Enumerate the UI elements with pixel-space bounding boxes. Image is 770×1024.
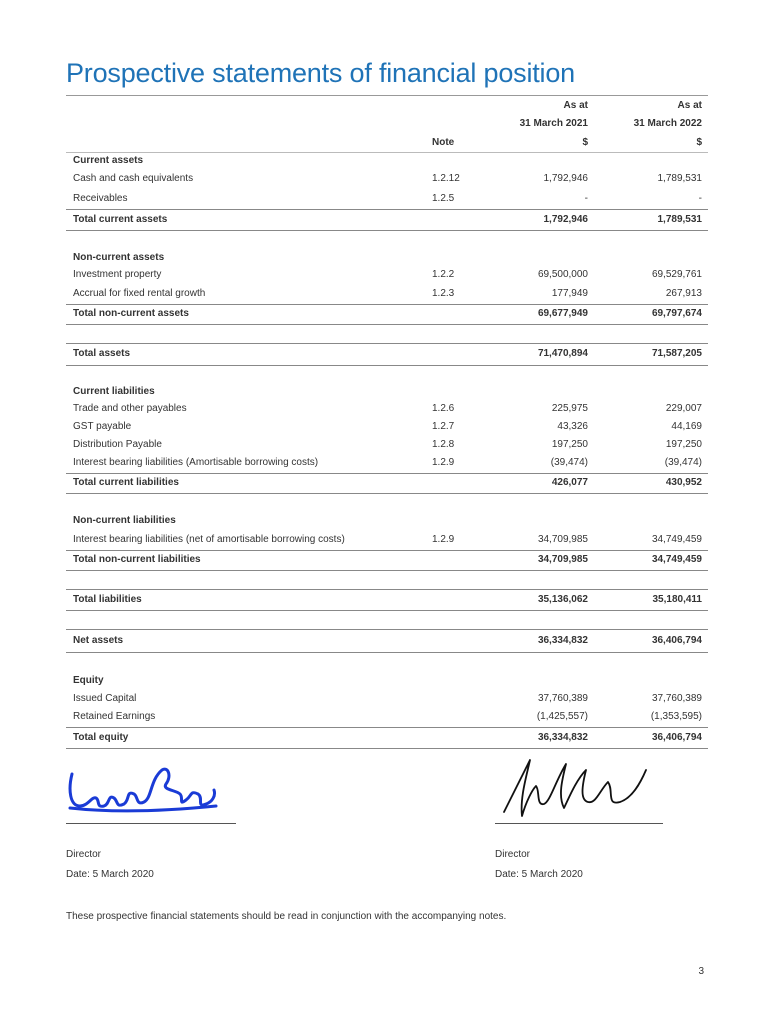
divider [66,570,708,571]
table-row [66,418,708,436]
page-number: 3 [698,966,704,977]
row-note: 1.2.12 [432,173,460,184]
signature-date-left: Date: 5 March 2020 [66,869,154,880]
col-2022-unit: $ [696,137,702,148]
table-row [66,708,708,726]
row-note: 1.2.5 [432,193,455,204]
total-row [66,632,708,650]
table-row [66,690,708,708]
row-value-2022: - [698,193,702,204]
row-label: Interest bearing liabilities (Amortisable borrowing costs) [73,457,319,468]
note-column-header: Note [432,137,455,148]
row-label: GST payable [73,421,132,432]
total-value-2021: 426,077 [551,477,588,488]
total-value-2022: 71,587,205 [651,348,702,359]
row-value-2022: 267,913 [665,288,702,299]
row-note: 1.2.7 [432,421,455,432]
row-label: Receivables [73,193,128,204]
row-value-2022: 69,529,761 [651,269,702,280]
total-value-2022: 35,180,411 [652,594,702,605]
total-label: Total assets [73,348,131,359]
divider [66,610,708,611]
total-row [66,345,708,363]
director-signature-left [66,760,226,820]
divider [66,589,708,590]
row-note: 1.2.3 [432,288,455,299]
row-value-2021: - [584,193,588,204]
total-row [66,305,708,323]
row-value-2021: 69,500,000 [537,269,588,280]
total-label: Total current liabilities [73,477,179,488]
total-label: Net assets [73,635,124,646]
row-label: Interest bearing liabilities (net of amortisable borrowing costs) [73,534,345,545]
table-row [66,266,708,284]
total-value-2022: 34,749,459 [651,554,702,565]
row-value-2022: 37,760,389 [651,693,702,704]
col-2022-header-as-at: As at [677,100,702,111]
row-value-2021: 177,949 [551,288,588,299]
total-value-2022: 1,789,531 [657,214,702,225]
total-value-2021: 69,677,949 [537,308,588,319]
row-value-2021: 37,760,389 [537,693,588,704]
row-note: 1.2.8 [432,439,455,450]
row-value-2022: 229,007 [665,403,702,414]
row-label: Distribution Payable [73,439,162,450]
director-signature-right [496,750,656,825]
divider [66,727,708,728]
total-row [66,551,708,569]
row-label: Accrual for fixed rental growth [73,288,206,299]
total-label: Total liabilities [73,594,142,605]
row-note: 1.2.9 [432,534,455,545]
divider [66,652,708,653]
total-value-2022: 430,952 [665,477,702,488]
section-heading-equity: Equity [73,675,104,686]
page-title: Prospective statements of financial position [66,58,575,88]
row-value-2022: (39,474) [664,457,702,468]
row-value-2021: (39,474) [550,457,588,468]
row-note: 1.2.9 [432,457,455,468]
divider [66,365,708,366]
row-value-2022: 1,789,531 [657,173,702,184]
total-value-2022: 69,797,674 [651,308,702,319]
divider [66,209,708,210]
table-row [66,190,708,208]
total-value-2021: 34,709,985 [537,554,588,565]
table-row [66,454,708,472]
row-value-2021: 225,975 [551,403,588,414]
total-label: Total equity [73,732,129,743]
row-label: Investment property [73,269,162,280]
total-row [66,474,708,492]
total-value-2021: 1,792,946 [543,214,588,225]
signatory-role-left: Director [66,849,102,860]
col-2021-header-as-at: As at [563,100,588,111]
row-label: Cash and cash equivalents [73,173,194,184]
row-value-2021: (1,425,557) [536,711,588,722]
total-value-2022: 36,406,794 [651,635,702,646]
total-value-2021: 35,136,062 [537,594,588,605]
col-2021-header-date: 31 March 2021 [519,118,588,129]
total-label: Total current assets [73,214,168,225]
row-value-2022: 197,250 [665,439,702,450]
divider [66,748,708,749]
signature-line-right [495,823,663,824]
col-2022-header-date: 31 March 2022 [633,118,702,129]
total-value-2021: 36,334,832 [537,635,588,646]
divider [66,324,708,325]
footnote: These prospective financial statements should be read in conjunction with the accompanying notes. [66,911,507,922]
row-value-2021: 43,326 [557,421,588,432]
total-row [66,211,708,229]
section-heading-current-liabilities: Current liabilities [73,386,155,397]
total-value-2022: 36,406,794 [651,732,702,743]
total-row [66,591,708,609]
row-note: 1.2.6 [432,403,455,414]
total-value-2021: 36,334,832 [537,732,588,743]
row-value-2021: 1,792,946 [543,173,588,184]
signature-line-left [66,823,236,824]
table-row [66,531,708,549]
header-divider [66,152,708,153]
section-heading-non-current-assets: Non-current assets [73,252,165,263]
signatory-role-right: Director [495,849,531,860]
divider [66,230,708,231]
table-row [66,170,708,188]
total-label: Total non-current liabilities [73,554,201,565]
total-row [66,729,708,747]
row-value-2021: 34,709,985 [537,534,588,545]
row-note: 1.2.2 [432,269,455,280]
row-value-2021: 197,250 [551,439,588,450]
total-value-2021: 71,470,894 [537,348,588,359]
row-value-2022: 34,749,459 [651,534,702,545]
divider [66,343,708,344]
divider [66,493,708,494]
row-value-2022: 44,169 [671,421,702,432]
table-row [66,400,708,418]
total-label: Total non-current assets [73,308,189,319]
row-label: Retained Earnings [73,711,156,722]
section-heading-non-current-liabilities: Non-current liabilities [73,515,176,526]
table-row [66,285,708,303]
table-row [66,436,708,454]
title-divider [66,95,708,96]
row-value-2022: (1,353,595) [650,711,702,722]
row-label: Issued Capital [73,693,137,704]
section-heading-current-assets: Current assets [73,155,144,166]
divider [66,629,708,630]
col-2021-unit: $ [582,137,588,148]
signature-date-right: Date: 5 March 2020 [495,869,583,880]
row-label: Trade and other payables [73,403,187,414]
